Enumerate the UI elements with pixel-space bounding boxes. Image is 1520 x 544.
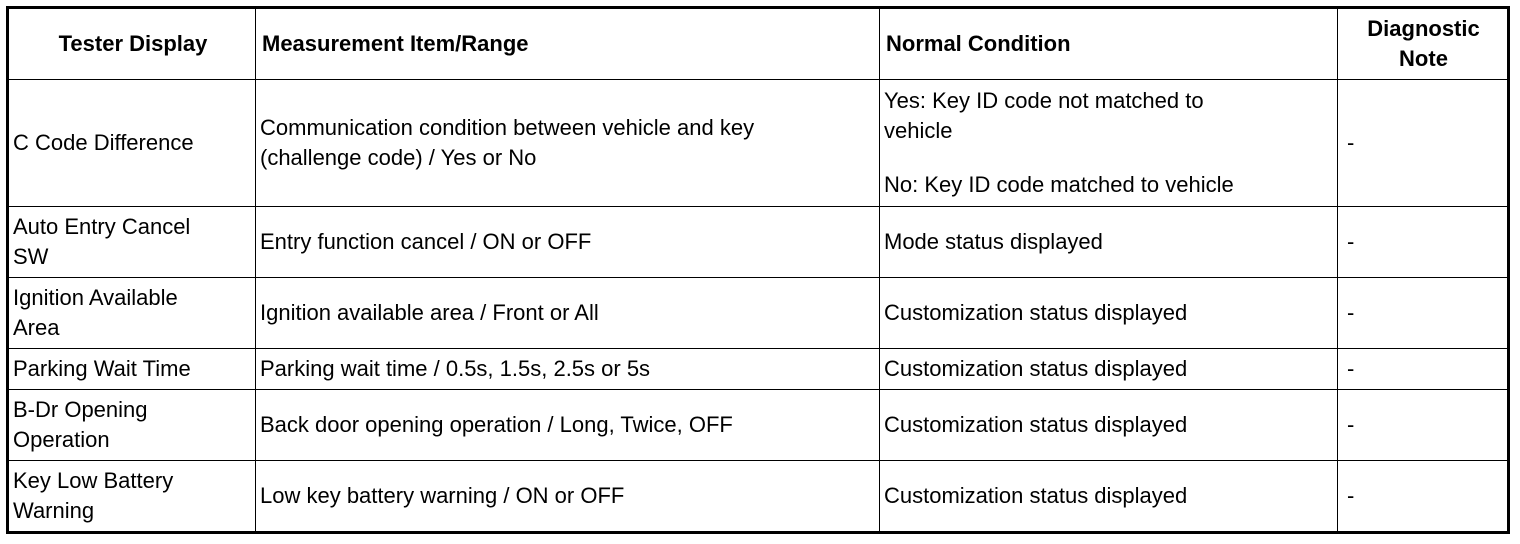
cell-tester-display xyxy=(8,207,256,278)
header-diagnostic-note-line2: Note xyxy=(1399,46,1448,71)
cell-diagnostic-note: - xyxy=(1338,349,1509,390)
table-row xyxy=(8,461,1509,533)
header-diagnostic-note xyxy=(1338,8,1509,80)
cell-display-line2: Operation xyxy=(13,427,110,452)
cell-normal-line1: Yes: Key ID code not matched to xyxy=(884,88,1204,113)
cell-display-line1: Auto Entry Cancel xyxy=(13,214,191,239)
cell-measurement-item: Ignition available area / Front or All xyxy=(256,278,880,349)
table-row xyxy=(8,349,1509,390)
cell-normal-condition: Customization status displayed xyxy=(880,349,1338,390)
cell-tester-display: C Code Difference xyxy=(8,80,256,207)
cell-diagnostic-note: - xyxy=(1338,278,1509,349)
cell-display-line2: Area xyxy=(13,315,60,340)
cell-measurement-item: Parking wait time / 0.5s, 1.5s, 2.5s or 5s xyxy=(256,349,880,390)
cell-measurement-item: Back door opening operation / Long, Twice, OFF xyxy=(256,390,880,461)
cell-diagnostic-note: - xyxy=(1338,80,1509,207)
header-normal-condition: Normal Condition xyxy=(880,8,1338,80)
header-measurement-item: Measurement Item/Range xyxy=(256,8,880,80)
cell-normal-condition: Customization status displayed xyxy=(880,390,1338,461)
cell-display-line1: Key Low Battery xyxy=(13,468,174,493)
header-diagnostic-note-line1: Diagnostic xyxy=(1367,16,1480,41)
data-list-table xyxy=(6,6,1510,534)
cell-normal-line3: No: Key ID code matched to vehicle xyxy=(884,172,1234,197)
cell-diagnostic-note: - xyxy=(1338,461,1509,533)
cell-diagnostic-note: - xyxy=(1338,390,1509,461)
cell-display-line1: Ignition Available xyxy=(13,285,178,310)
table-row xyxy=(8,390,1509,461)
cell-display-line2: SW xyxy=(13,244,49,269)
table-row xyxy=(8,278,1509,349)
table-row xyxy=(8,207,1509,278)
cell-normal-gap xyxy=(884,146,1333,170)
data-list-table-wrapper xyxy=(6,6,1510,534)
cell-normal-condition: Customization status displayed xyxy=(880,461,1338,533)
table-row xyxy=(8,80,1509,207)
cell-tester-display xyxy=(8,278,256,349)
cell-tester-display: Parking Wait Time xyxy=(8,349,256,390)
cell-display-line2: Warning xyxy=(13,498,95,523)
cell-measurement-item xyxy=(256,80,880,207)
header-tester-display: Tester Display xyxy=(8,8,256,80)
cell-normal-condition: Customization status displayed xyxy=(880,278,1338,349)
cell-tester-display xyxy=(8,461,256,533)
header-row xyxy=(8,8,1509,80)
cell-display-line1: B-Dr Opening xyxy=(13,397,148,422)
cell-measurement-line1: Communication condition between vehicle and key xyxy=(260,115,755,140)
cell-normal-condition xyxy=(880,80,1338,207)
cell-diagnostic-note: - xyxy=(1338,207,1509,278)
cell-normal-line2: vehicle xyxy=(884,118,953,143)
cell-measurement-item: Entry function cancel / ON or OFF xyxy=(256,207,880,278)
cell-tester-display xyxy=(8,390,256,461)
cell-measurement-line2: (challenge code) / Yes or No xyxy=(260,145,537,170)
cell-normal-condition: Mode status displayed xyxy=(880,207,1338,278)
cell-measurement-item: Low key battery warning / ON or OFF xyxy=(256,461,880,533)
